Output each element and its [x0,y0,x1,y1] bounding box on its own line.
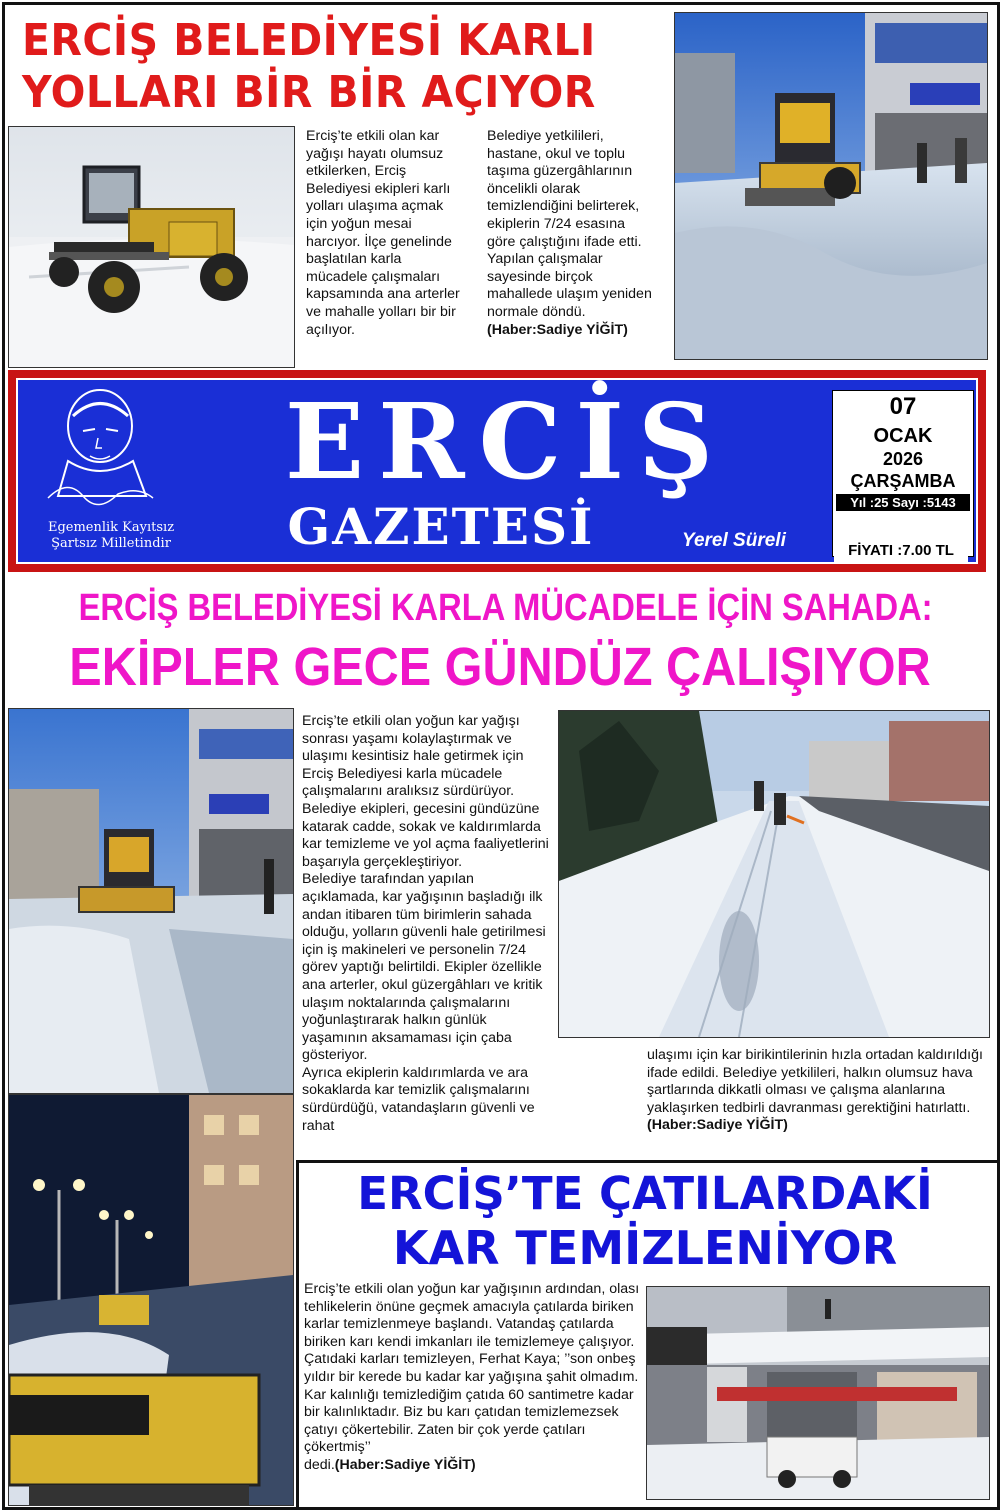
date-weekday: ÇARŞAMBA [850,471,956,491]
article2-photo-sidewalk [558,710,990,1038]
masthead-motto [36,520,186,552]
article2-continuation [647,1047,987,1135]
masthead-title: ERCİŞ [284,380,728,503]
article3-quote-end: dedi. [304,1456,335,1473]
night-snow-clearing-photo [9,1095,293,1505]
article2-paragraph2: Belediye ekipleri, gecesini gündüzüne katarak cadde, sokak ve kaldırımlarda kar temizleme ve yol açma faaliyetlerini başarıyla gerçekleştiriyor. [302,800,549,870]
article1-column2-text: Belediye yetkilileri, hastane, okul ve toplu taşıma güzergâhlarının öncelikli olarak temizlendiğini belirterek, ekiplerin 7/24 esasına göre çalıştığını ifade etti. Yapılan çalışmalar sayesinde birçok mahallede ulaşım yeniden normale döndü. [487,128,652,320]
date-box [832,390,974,557]
article2-paragraph4: Ayrıca ekiplerin kaldırımlarda ve ara sokaklarda kar temizlik çalışmalarını sürdürdüğü, vatandaşların güvenli ve rahat [302,1064,535,1134]
article3-byline: (Haber:Sadiye YİĞİT) [334,1456,476,1473]
article3-headline-line1: ERCİŞ’TE ÇATILARDAKİ [357,1167,933,1220]
volume-issue: Yıl :25 Sayı :5143 [836,494,970,511]
loader-on-main-street-photo [9,709,293,1093]
masthead-inner [16,378,978,564]
loader-clearing-city-street-photo [675,13,987,359]
masthead-subtitle: GAZETESİ [287,497,595,556]
article3-headline-line2: KAR TEMİZLENİYOR [392,1221,898,1275]
article3-paragraph1: Erciş’te etkili olan yoğun kar yağışının ardından, olası tehlikelerin önüne geçmek amacıyla çatılarda biriken karlar temizlenmeye başlandı. Vatandaş çatılarda biriken karı kendi imkanları ile temizlemeye çalışıyor. [304,1281,640,1350]
article3-quote: Çatıdaki karları temizleyen, Ferhat Kaya; ’’son onbeş yıldır bir kerede bu kadar kar yağışına şahit olmadım. Kar kalınlığı temizlediğim çatıda 60 santimetre kadar bir kalınlıktadır. Biz bu karı çatıdan temizlemezsek çatıyı çökertebilir. Zaten bir çok yerde çatıları çökertmiş’’ [304,1351,639,1456]
article2-continuation-text: ulaşımı için kar birikintilerinin hızla ortadan kaldırıldığı ifade edildi. Belediye yetkilileri, halkın olumsuz hava şartlarında dikkatli olması ve çalışma alanlarına yaklaşırken tedbirli davranması gerektiğini hatırlattı. [647,1047,983,1116]
article1-photo-loader [674,12,988,360]
motto-line1: Egemenlik Kayıtsız [47,520,175,535]
date-month: OCAK [873,425,933,447]
article1-photo-grader [8,126,295,368]
ataturk-portrait-signature-icon [28,386,178,521]
roof-snow-cleaning-photo [647,1287,989,1499]
article2-headline-line2: EKİPLER GECE GÜNDÜZ ÇALIŞIYOR [69,637,931,697]
price-label: FİYATI :7.00 TL [834,538,968,564]
article2-photo-loader [8,708,294,1094]
article2-headline-line1: ERCİŞ BELEDİYESİ KARLA MÜCADELE İÇİN SAHADA: [78,587,933,629]
masthead [8,370,986,572]
article3-photo-roof [646,1286,990,1500]
article2-photo-night [8,1094,294,1506]
article1-column2 [487,128,652,339]
date-year: 2026 [882,449,924,469]
article2-paragraph1: Erciş’te etkili olan yoğun kar yağışı sonrası yaşamı kolaylaştırmak ve ulaşımı kesintisiz hale getirmek için Erciş Belediyesi karla mücadele çalışmalarını aralıksız sürdürüyor. [302,713,524,800]
date-day: 07 [889,393,917,420]
workers-shoveling-sidewalk-photo [559,711,989,1037]
article1-headline-line2: YOLLARI BİR BİR AÇIYOR [22,67,596,118]
article1-headline-line1: ERCİŞ BELEDİYESİ KARLI [22,15,596,66]
article1-column1: Erciş’te etkili olan kar yağışı hayatı olumsuz etkilerken, Erciş Belediyesi ekipleri karlı yolları ulaşıma açmak için yoğun mesai harcıyor. İlçe genelinde başlatılan karla mücadele çalışmaları kapsamında ana arterler ve mahalle yolları bir bir açılıyor. [306,128,460,338]
article1-byline: (Haber:Sadiye YİĞİT) [487,321,628,338]
masthead-tagline: Yerel Süreli [682,530,786,551]
grader-on-snowy-road-photo [9,127,294,367]
article2-body [302,713,554,1135]
motto-line2: Şartsız Milletindir [51,536,171,551]
article3-paragraph2 [304,1351,642,1474]
article3-body [304,1281,642,1475]
article2-byline: (Haber:Sadiye YİĞİT) [647,1117,788,1134]
article2-paragraph3: Belediye tarafından yapılan açıklamada, kar yağışının başladığı ilk andan itibaren tüm birimlerin sahada olduğu, yolların güvenli hale getirilmesi için iş makineleri ve personelin 7/24 görev yaptığı belirtildi. Ekipler özellikle ana arterler, okul güzergâhları ve kritik ulaşım noktalarında çalışmalarını yoğunlaştırarak halkın günlük yaşamının aksamaması için çaba gösteriyor. [302,871,546,1064]
